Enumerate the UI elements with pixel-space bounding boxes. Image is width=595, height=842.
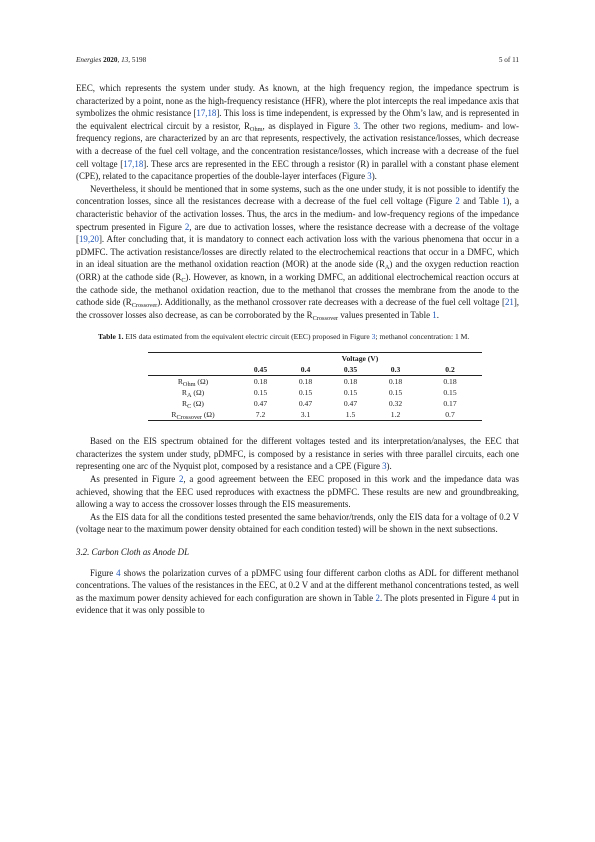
figure-link[interactable]: 3: [371, 332, 376, 342]
paragraph-2: Nevertheless, it should be mentioned that in some systems, such as the one under study, it is not possible to identify the concentration losses, since all the resistances decrease with a decrease of the fuel cell voltage (Figure 2 and Table 1), a characteristic behavior of the activation losses. Thus, the arcs in the medium- and low-frequency regions of the impedance spectrum presented in Figure 2, are due to activation losses, where the resistance decrease with a decrease of the voltage [19,20]. After concluding that, it is mandatory to connect each activation loss with the various phenomena that occur in a pDMFC. The activation resistance/losses are directly related to the electrochemical reactions that occur in a DMFC, which in an ideal situation are the methanol oxidation reaction (MOR) at the anode side $(R_A)$ and the oxygen reduction reaction (ORR) at the cathode side $(R_C)$. However, as known, in a working DMFC, an additional electrochemical reaction occurs at the cathode side, the methanol oxidation reaction, due to the methanol that crosses the membrane from the anode to the cathode side $(R_{Crossover})$. Additionally, as the methanol crossover rate decreases with a decrease of the fuel cell voltage [21], the crossover losses also decrease, as can be corroborated by the $R_{Crossover}$ values presented in Table 1.: [76, 183, 519, 322]
figure-link[interactable]: 3: [353, 120, 358, 131]
row-label: $R_C$ (Ω): [182, 399, 204, 411]
page-header: [76, 56, 519, 64]
table-cell: 0.15: [443, 388, 457, 398]
voltage-header: 0.2: [445, 365, 455, 375]
table-cell: 0.47: [253, 399, 268, 409]
table-cell: 0.18: [298, 377, 313, 387]
table-cell: 0.47: [298, 399, 313, 409]
table-cell: 0.18: [443, 377, 457, 387]
table-cell: 0.47: [343, 399, 358, 409]
table-cell: 0.18: [253, 377, 268, 387]
paragraph-4: As presented in Figure 2, a good agreement between the EEC proposed in this work and the impedance data was achieved, showing that the EEC used reproduces with exactness the pDMFC. These results are new and groundbreaking, allowing a way to access the crossover losses through the EIS measurements.: [76, 474, 519, 510]
eis-data-table: [148, 352, 482, 421]
table-cell: 0.32: [388, 399, 403, 409]
table-cell: 1.2: [390, 410, 401, 420]
figure-link[interactable]: 2: [178, 474, 184, 485]
paragraph-3: Based on the EIS spectrum obtained for the different voltages tested and its interpretation/analyses, the EEC that characterizes the system under study, pDMFC, is composed by a resistance in series with three parallel circuits, each one representing one arc of the Nyquist plot, composed by a resistance and a CPE (Figure 3).: [76, 436, 519, 472]
table-row: [148, 409, 482, 421]
page-body: [76, 82, 519, 617]
ref-link[interactable]: 21: [504, 297, 514, 308]
figure-link[interactable]: 4: [491, 592, 496, 603]
table-cell: 0.15: [343, 388, 358, 398]
journal-citation: Energies 2020, 13, 5198: [76, 56, 147, 64]
table-link[interactable]: 1: [502, 196, 507, 207]
voltage-header: 0.45: [253, 365, 268, 375]
voltage-group-header: Voltage (V): [341, 354, 379, 364]
table-row: [148, 376, 482, 388]
table-cell: 7.2: [255, 410, 266, 420]
voltage-header: 0.35: [343, 365, 358, 375]
table-link[interactable]: 2: [375, 592, 380, 603]
ref-link[interactable]: 19,20: [78, 234, 99, 245]
table-cell: 1.5: [345, 410, 356, 420]
table-row: [148, 398, 482, 409]
table-cell: 0.18: [388, 377, 403, 387]
voltage-header: 0.4: [300, 365, 311, 375]
row-label: $R_{Crossover}$ (Ω): [171, 410, 215, 422]
table-cell: 0.7: [445, 410, 455, 420]
figure-link[interactable]: 2: [455, 196, 460, 207]
paragraph-5: As the EIS data for all the conditions tested presented the same behavior/trends, only the EIS data for a voltage of 0.2 V (voltage near to the maximum power density obtained for each condition tested) will be shown in the next subsections.: [76, 511, 519, 535]
table-caption: Table 1. EIS data estimated from the equivalent electric circuit (EEC) proposed in Figure 3; methanol concentration: 1 M.: [98, 332, 470, 342]
figure-link[interactable]: 2: [184, 221, 190, 232]
table-cell: 0.18: [343, 377, 358, 387]
section-heading: 3.2. Carbon Cloth as Anode DL: [76, 547, 190, 558]
figure-link[interactable]: 4: [116, 567, 121, 578]
table-cell: 0.15: [253, 388, 268, 398]
table-cell: 0.17: [443, 399, 457, 409]
table-cell: 0.15: [298, 388, 313, 398]
ref-link[interactable]: 17,18: [123, 158, 144, 169]
row-label: $R_{Ohm}$ (Ω): [177, 377, 209, 389]
paragraph-6: Figure 4 shows the polarization curves of a pDMFC using four different carbon cloths as ADL for different methanol concentrations. The values of the resistances in the EEC, at 0.2 V and at the different methanol concentrations tested, as well as the maximum power density achieved for each configuration are shown in Table 2. The plots presented in Figure 4 put in evidence that it was only possible to: [76, 567, 520, 616]
page-number: 5 of 11: [498, 56, 519, 64]
ref-link[interactable]: 17,18: [196, 108, 217, 119]
table-row: [148, 387, 482, 398]
voltage-header: 0.3: [390, 365, 401, 375]
table-link[interactable]: 1: [432, 309, 437, 320]
paragraph-1: EEC, which represents the system under study. As known, at the high frequency region, the impedance spectrum is characterized by a point, none as the high-frequency resistance (HFR), where the plot intercepts the real impedance axis that symbolizes the ohmic resistance [17,18]. This loss is time independent, is expressed by the Ohm’s law, and is represented in the equivalent electrical circuit by a resistor, $R_{Ohm}$, as displayed in Figure 3. The other two regions, medium- and low-frequency regions, are characterized by an arc that represents, respectively, the activation resistance/losses, which decrease with a decrease of the fuel cell voltage, and the concentration resistance/losses, which increase with a decrease of the fuel cell voltage [17,18]. These arcs are represented in the EEC through a resistor (R) in parallel with a constant phase element (CPE), related to the capacitance properties of the double-layer interfaces (Figure 3).: [76, 83, 520, 182]
table-cell: 0.15: [388, 388, 403, 398]
row-label: $R_A$ (Ω): [181, 388, 205, 400]
table-cell: 3.1: [300, 410, 311, 420]
figure-link[interactable]: 3: [382, 461, 387, 472]
figure-link[interactable]: 3: [367, 171, 372, 182]
